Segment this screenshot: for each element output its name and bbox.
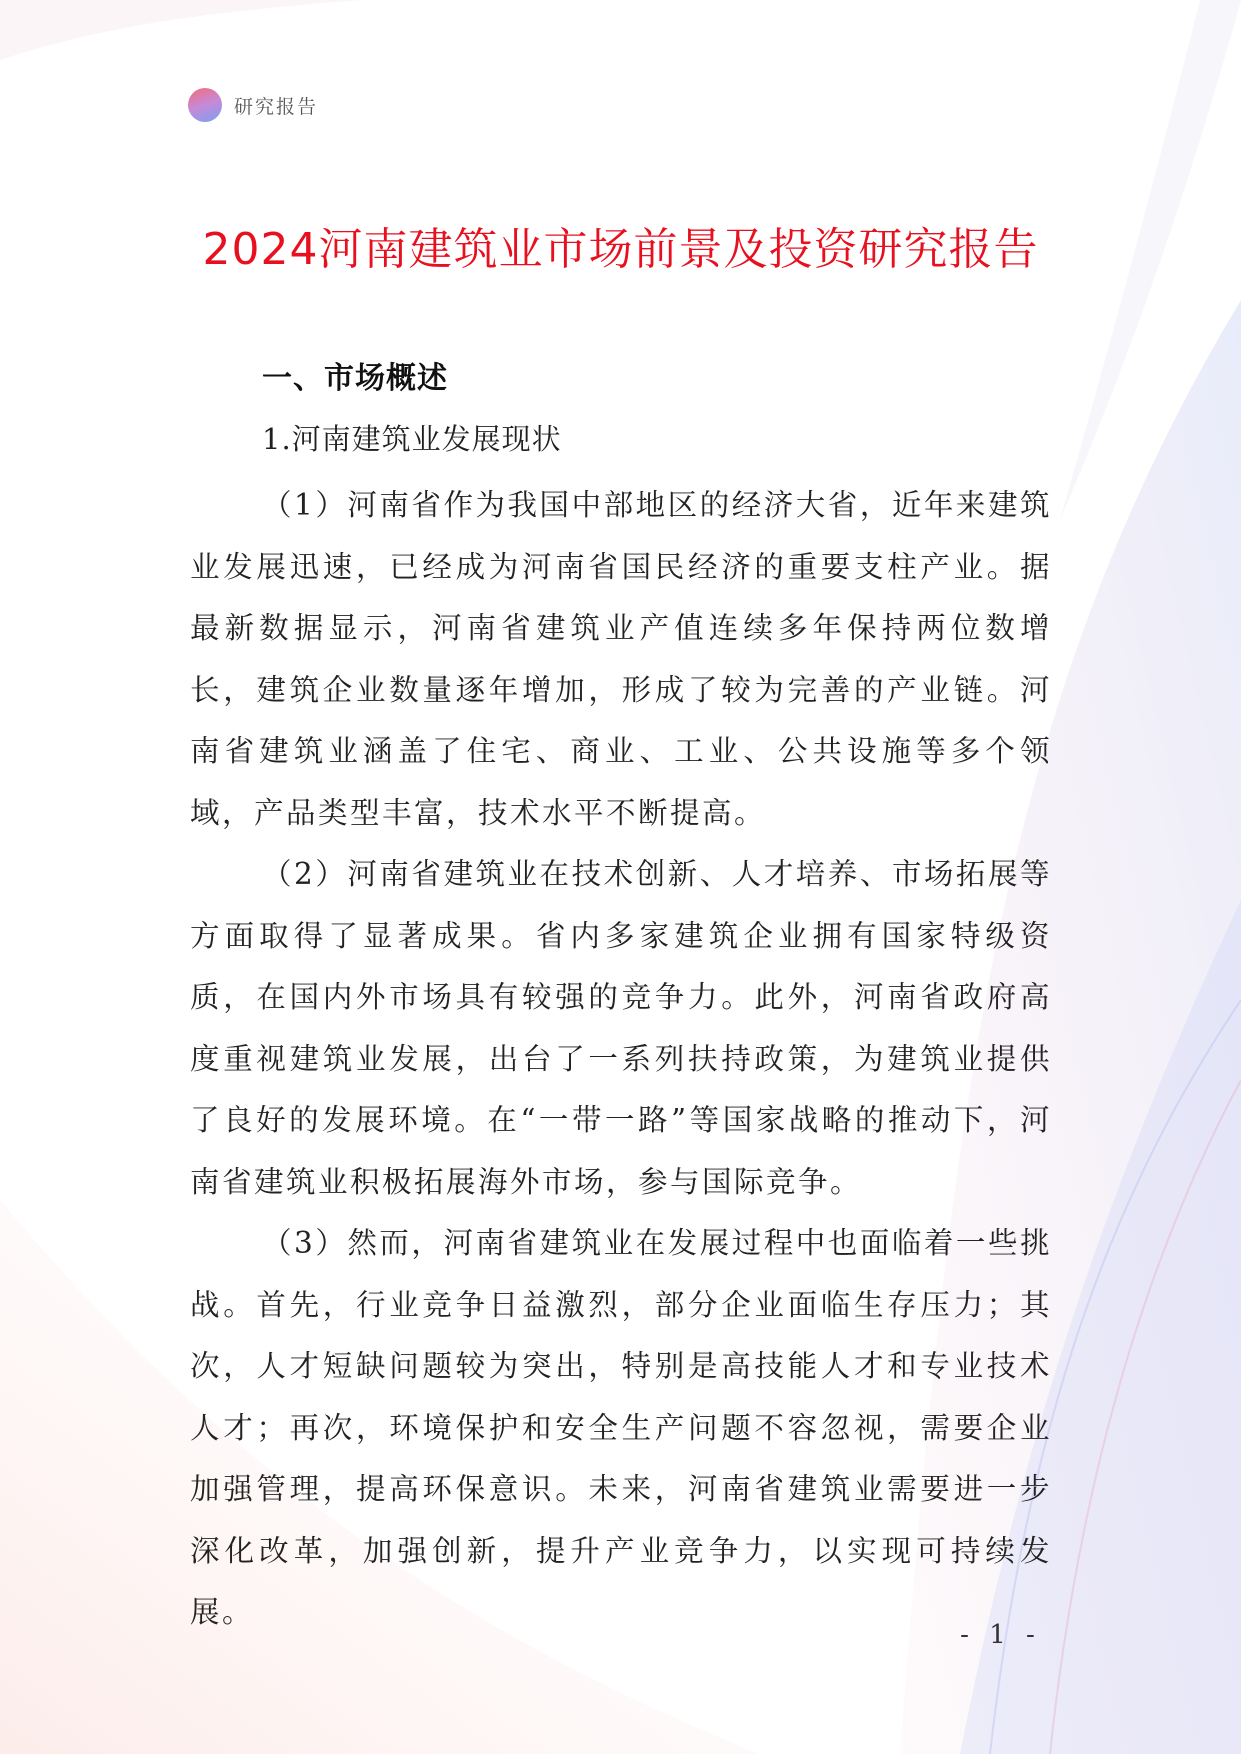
page-number: - 1 - (960, 1620, 1041, 1650)
paragraph-3: （3）然而，河南省建筑业在发展过程中也面临着一些挑战。首先，行业竞争日益激烈，部分企业面临生存压力；其次，人才短缺问题较为突出，特别是高技能人才和专业技术人才；再次，环境保护和安全生产问题不容忽视，需要企业加强管理，提高环保意识。未来，河南省建筑业需要进一步深化改革，加强创新，提升产业竞争力，以实现可持续发展。 (190, 1226, 1052, 1629)
section-heading: 一、市场概述 (262, 361, 448, 396)
document-body (190, 353, 1052, 1644)
paragraph-2: （2）河南省建筑业在技术创新、人才培养、市场拓展等方面取得了显著成果。省内多家建筑企业拥有国家特级资质，在国内外市场具有较强的竞争力。此外，河南省政府高度重视建筑业发展，出台了一系列扶持政策，为建筑业提供了良好的发展环境。在“一带一路”等国家战略的推动下，河南省建筑业积极拓展海外市场，参与国际竞争。 (190, 857, 1052, 1199)
document-title: 2024河南建筑业市场前景及投资研究报告 (202, 224, 1039, 275)
report-header (188, 88, 318, 122)
header-label: 研究报告 (234, 95, 319, 118)
report-logo-icon (188, 88, 222, 122)
paragraph-1: （1）河南省作为我国中部地区的经济大省，近年来建筑业发展迅速，已经成为河南省国民经济的重要支柱产业。据最新数据显示，河南省建筑业产值连续多年保持两位数增长，建筑企业数量逐年增加，形成了较为完善的产业链。河南省建筑业涵盖了住宅、商业、工业、公共设施等多个领域，产品类型丰富，技术水平不断提高。 (190, 488, 1052, 830)
subsection-heading: 1.河南建筑业发展现状 (262, 422, 562, 456)
